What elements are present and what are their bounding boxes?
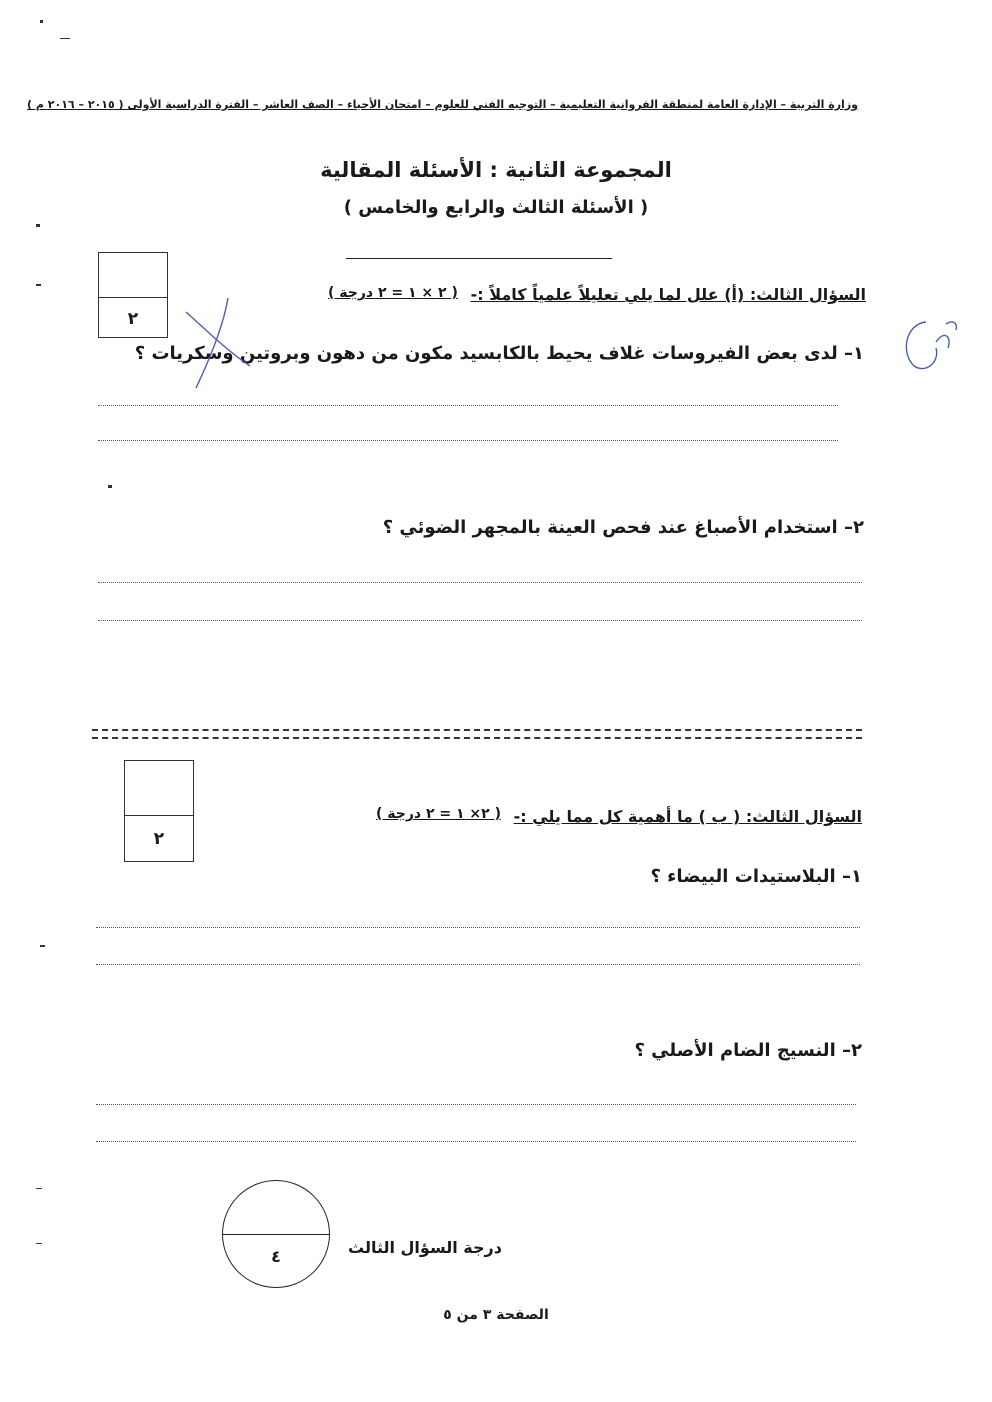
q3a-score-value: ٢ xyxy=(127,309,139,329)
scan-speck xyxy=(36,1243,42,1244)
answer-line xyxy=(96,964,860,965)
q3b-item-2: ٢– النسيج الضام الأصلي ؟ xyxy=(634,1040,862,1061)
q3a-item-1: ١– لدى بعض الفيروسات غلاف يحيط بالكابسيد مكون من دهون وبروتين وسكريات ؟ xyxy=(134,343,864,364)
scan-speck xyxy=(40,20,43,23)
page-number: الصفحة ٣ من ٥ xyxy=(443,1307,549,1323)
answer-line xyxy=(96,1104,856,1105)
q3b-label: السؤال الثالث: xyxy=(745,807,862,826)
scan-speck xyxy=(36,1188,42,1189)
q3b-marks: ( ٢× ١ = ٢ درجة ) xyxy=(376,806,501,822)
q3a-marks: ( ٢ × ١ = ٢ درجة ) xyxy=(328,285,458,301)
answer-line xyxy=(96,1141,856,1142)
scan-speck xyxy=(36,224,40,227)
group-title: المجموعة الثانية : الأسئلة المقالية xyxy=(320,158,672,182)
handwritten-x-mark xyxy=(180,292,260,392)
q3b-score-box xyxy=(124,760,194,862)
answer-line xyxy=(96,927,860,928)
answer-line xyxy=(98,620,862,621)
total-score-label: درجة السؤال الثالث xyxy=(348,1238,502,1257)
section-separator xyxy=(92,729,862,739)
answer-line xyxy=(98,440,838,441)
q3a-item-2: ٢– استخدام الأصباغ عند فحص العينة بالمجهر الضوئي ؟ xyxy=(382,517,864,538)
scan-speck xyxy=(60,38,70,39)
title-rule xyxy=(346,258,612,259)
scan-speck xyxy=(36,284,41,286)
total-score-circle xyxy=(222,1180,330,1288)
q3a-score-box xyxy=(98,252,168,338)
q3a-instruction: (أ) علل لما يلي تعليلاً علمياً كاملاً :- xyxy=(470,285,750,304)
scan-speck xyxy=(108,485,112,488)
q3b-heading xyxy=(514,807,862,826)
q3b-score-value: ٢ xyxy=(153,829,165,849)
q3a-label: السؤال الثالث: xyxy=(749,285,866,304)
q3b-instruction: ( ب ) ما أهمية كل مما يلي :- xyxy=(513,807,746,826)
total-score-value: ٤ xyxy=(271,1247,281,1266)
answer-line xyxy=(98,582,862,583)
handwritten-circle-mark xyxy=(896,312,966,376)
exam-header: وزارة التربية – الإدارة العامة لمنطقة الفروانية التعليمية – التوجيه الفني للعلوم – امتحان الأحياء – الصف العاشر – الفترة الدراسية الأولى ( ٢٠١٥ – ٢٠١٦ م ) xyxy=(27,98,858,111)
q3a-heading xyxy=(471,285,866,304)
scan-speck xyxy=(40,945,45,947)
answer-line xyxy=(98,405,838,406)
group-subtitle: ( الأسئلة الثالث والرابع والخامس ) xyxy=(343,197,649,218)
q3b-item-1: ١– البلاستيدات البيضاء ؟ xyxy=(650,866,862,887)
